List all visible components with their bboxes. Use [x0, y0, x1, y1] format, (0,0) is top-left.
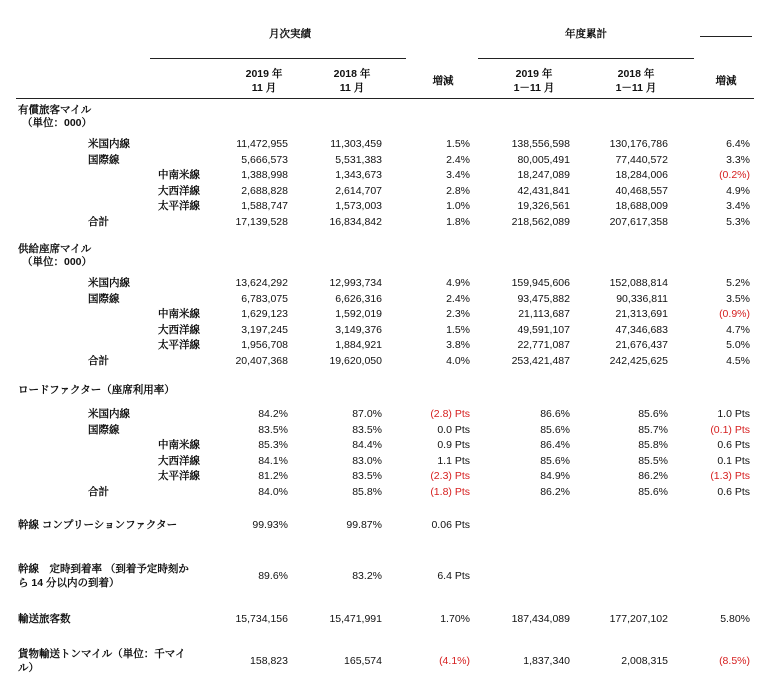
header-change-monthly: 増減	[432, 75, 454, 87]
section-title: 有償旅客マイル	[18, 104, 92, 116]
header-2018-ytd-year: 2018 年	[617, 68, 655, 80]
cell-value: 85.8%	[638, 439, 668, 451]
cell-value: 0.6 Pts	[717, 439, 750, 451]
cell-value: 49,591,107	[517, 323, 570, 336]
cell-value: 1.0 Pts	[717, 408, 750, 420]
cell-value: 2.4%	[446, 292, 470, 305]
cell-value: 83.5%	[352, 423, 382, 436]
cell-value: 152,088,814	[609, 277, 668, 289]
cell-value: 5,666,573	[241, 153, 288, 166]
cell-value: 158,823	[250, 655, 288, 667]
header-ytd: 年度累計	[565, 28, 607, 40]
row-label: 合計	[88, 485, 109, 498]
cell-value: 13,624,292	[235, 277, 288, 289]
cell-value: 3,197,245	[241, 323, 288, 336]
header-2018-ytd-range: 1－11 月	[615, 82, 657, 94]
cell-value: 6,783,075	[241, 292, 288, 305]
cell-value: 85.5%	[638, 454, 668, 467]
cell-value: 1,629,123	[241, 308, 288, 320]
cell-value: 165,574	[344, 655, 382, 667]
row-label: 太平洋線	[158, 339, 200, 351]
cell-value: 20,407,368	[235, 354, 288, 367]
cell-value: 4.0%	[446, 354, 470, 367]
cell-value: 21,113,687	[518, 308, 570, 320]
cell-value: 80,005,491	[517, 153, 570, 166]
section-title: 供給座席マイル	[18, 243, 92, 255]
cell-value: 1,884,921	[335, 339, 382, 351]
cell-value: 6,626,316	[335, 292, 382, 305]
cell-value: 99.87%	[346, 519, 382, 531]
cell-value: 1.0%	[446, 200, 470, 212]
row-label: 合計	[88, 215, 109, 228]
section-title: ロードファクター（座席利用率）	[18, 384, 175, 396]
cell-value: 19,620,050	[329, 354, 382, 367]
cell-value: (1.8) Pts	[430, 485, 470, 498]
cell-value: 93,475,882	[517, 292, 570, 305]
cell-value: 0.0 Pts	[437, 423, 470, 436]
cell-value: 0.1 Pts	[717, 454, 750, 467]
cell-value: 84.1%	[258, 454, 288, 467]
cell-value: (2.8) Pts	[430, 408, 470, 420]
cell-value: 22,771,087	[517, 339, 570, 351]
cell-value: 1.8%	[446, 215, 470, 228]
row-label: 幹線 コンプリーションファクター	[18, 519, 178, 531]
row-label: 太平洋線	[158, 470, 200, 482]
cell-value: 1.5%	[446, 323, 470, 336]
cell-value: 218,562,089	[511, 215, 570, 228]
cell-value: 3.8%	[446, 339, 470, 351]
cell-value: 21,313,691	[615, 308, 668, 320]
cell-value: 207,617,358	[609, 215, 668, 228]
cell-value: 19,326,561	[517, 200, 570, 212]
cell-value: 40,468,557	[615, 184, 668, 197]
section-unit: （単位：000）	[22, 256, 93, 268]
row-label: 貨物輸送トンマイル（単位：千マイ	[18, 648, 186, 660]
cell-value: 2.8%	[446, 184, 470, 197]
header-monthly: 月次実績	[269, 28, 311, 40]
cell-value: 85.6%	[638, 485, 668, 498]
cell-value: 6.4 Pts	[437, 570, 470, 582]
row-label: 中南米線	[158, 439, 200, 451]
row-label: 幹線 定時到着率 （到着予定時刻か	[18, 563, 189, 575]
cell-value: 12,993,734	[329, 277, 382, 289]
cell-value: 4.7%	[726, 323, 750, 336]
row-label: 大西洋線	[158, 454, 200, 467]
cell-value: 130,176,786	[609, 138, 668, 150]
cell-value: 21,676,437	[615, 339, 668, 351]
cell-value: 17,139,528	[235, 215, 288, 228]
cell-value: 83.5%	[352, 470, 382, 482]
header-2019-nov-month: 11 月	[251, 82, 277, 94]
row-label: 太平洋線	[158, 200, 200, 212]
cell-value: 99.93%	[252, 519, 288, 531]
cell-value: 253,421,487	[511, 354, 570, 367]
cell-value: 83.5%	[258, 423, 288, 436]
cell-value: 86.2%	[540, 485, 570, 498]
cell-value: 85.6%	[638, 408, 668, 420]
cell-value: 2.3%	[446, 308, 470, 320]
cell-value: 5.2%	[726, 277, 750, 289]
row-label: 国際線	[88, 423, 120, 436]
cell-value: 3.5%	[726, 292, 750, 305]
cell-value: 84.4%	[352, 439, 382, 451]
cell-value: 89.6%	[258, 570, 288, 582]
section-unit: （単位：000）	[22, 117, 93, 129]
cell-value: 84.0%	[258, 485, 288, 498]
cell-value: 86.4%	[540, 439, 570, 451]
row-label: 国際線	[88, 153, 120, 166]
header-change-ytd: 増減	[715, 75, 737, 87]
cell-value: 85.7%	[638, 423, 668, 436]
header-2019-ytd-range: 1－11 月	[513, 82, 555, 94]
cell-value: 3,149,376	[335, 323, 382, 336]
cell-value: (8.5%)	[719, 655, 750, 667]
header-2018-nov-year: 2018 年	[333, 68, 371, 80]
cell-value: 4.9%	[446, 277, 470, 289]
cell-value: 2.4%	[446, 153, 470, 166]
cell-value: 86.6%	[540, 408, 570, 420]
row-label: 輸送旅客数	[18, 613, 71, 625]
cell-value: 16,834,842	[329, 215, 382, 228]
cell-value: 83.2%	[352, 570, 382, 582]
cell-value: 18,284,006	[615, 169, 668, 181]
cell-value: 5,531,383	[335, 153, 382, 166]
cell-value: 87.0%	[352, 408, 382, 420]
cell-value: 1,343,673	[335, 169, 382, 181]
header-monthly-rule	[150, 58, 406, 59]
cell-value: 3.4%	[446, 169, 470, 181]
row-label: ら 14 分以内の到着）	[18, 577, 120, 589]
cell-value: 83.0%	[352, 454, 382, 467]
row-label: ル）	[18, 662, 39, 674]
cell-value: 1,956,708	[241, 339, 288, 351]
row-label: 米国内線	[88, 408, 130, 420]
cell-value: 15,734,156	[235, 613, 288, 625]
header-2019-nov-year: 2019 年	[245, 68, 283, 80]
row-label: 米国内線	[88, 277, 130, 289]
cell-value: (4.1%)	[439, 655, 470, 667]
cell-value: 18,688,009	[615, 200, 668, 212]
header-bottom-rule	[16, 98, 754, 99]
cell-value: 5.80%	[720, 613, 750, 625]
cell-value: 4.9%	[726, 184, 750, 197]
header-2018-nov-month: 11 月	[339, 82, 365, 94]
cell-value: 138,556,598	[511, 138, 570, 150]
cell-value: 1,588,747	[241, 200, 288, 212]
row-label: 中南米線	[158, 169, 200, 181]
cell-value: 77,440,572	[615, 153, 668, 166]
cell-value: 11,303,459	[330, 138, 382, 150]
header-ytd-rule	[478, 58, 694, 59]
cell-value: 242,425,625	[609, 354, 668, 367]
row-label: 大西洋線	[158, 323, 200, 336]
cell-value: 3.3%	[726, 153, 750, 166]
cell-value: 6.4%	[726, 138, 750, 150]
cell-value: 0.6 Pts	[717, 485, 750, 498]
cell-value: 42,431,841	[517, 184, 570, 197]
cell-value: 2,008,315	[621, 655, 668, 667]
cell-value: 85.3%	[258, 439, 288, 451]
cell-value: 1.70%	[440, 613, 470, 625]
cell-value: 187,434,089	[511, 613, 570, 625]
cell-value: 5.0%	[726, 339, 750, 351]
cell-value: (0.2%)	[719, 169, 750, 181]
cell-value: 159,945,606	[511, 277, 570, 289]
cell-value: 84.2%	[258, 408, 288, 420]
cell-value: 85.6%	[540, 423, 570, 436]
cell-value: (0.1) Pts	[710, 423, 750, 436]
cell-value: 84.9%	[540, 470, 570, 482]
cell-value: 85.8%	[352, 485, 382, 498]
cell-value: 1,592,019	[335, 308, 382, 320]
cell-value: (0.9%)	[719, 308, 750, 320]
cell-value: 1,388,998	[241, 169, 288, 181]
cell-value: 1,837,340	[523, 655, 570, 667]
cell-value: 90,336,811	[616, 292, 668, 305]
header-right-rule	[700, 36, 752, 37]
cell-value: (2.3) Pts	[430, 470, 470, 482]
cell-value: 1.1 Pts	[437, 454, 470, 467]
cell-value: 15,471,991	[329, 613, 382, 625]
row-label: 合計	[88, 354, 109, 367]
row-label: 大西洋線	[158, 184, 200, 197]
cell-value: 85.6%	[540, 454, 570, 467]
cell-value: 2,614,707	[335, 184, 382, 197]
cell-value: 2,688,828	[241, 184, 288, 197]
cell-value: 86.2%	[638, 470, 668, 482]
cell-value: 4.5%	[726, 354, 750, 367]
cell-value: 47,346,683	[615, 323, 668, 336]
cell-value: 3.4%	[726, 200, 750, 212]
row-label: 米国内線	[88, 138, 130, 150]
cell-value: 0.9 Pts	[437, 439, 470, 451]
cell-value: 18,247,089	[517, 169, 570, 181]
cell-value: 11,472,955	[236, 138, 288, 150]
cell-value: 0.06 Pts	[431, 519, 470, 531]
cell-value: 81.2%	[258, 470, 288, 482]
row-label: 国際線	[88, 292, 120, 305]
cell-value: 1,573,003	[335, 200, 382, 212]
row-label: 中南米線	[158, 308, 200, 320]
cell-value: 177,207,102	[609, 613, 668, 625]
cell-value: 5.3%	[726, 215, 750, 228]
cell-value: (1.3) Pts	[710, 470, 750, 482]
cell-value: 1.5%	[446, 138, 470, 150]
header-2019-ytd-year: 2019 年	[515, 68, 553, 80]
